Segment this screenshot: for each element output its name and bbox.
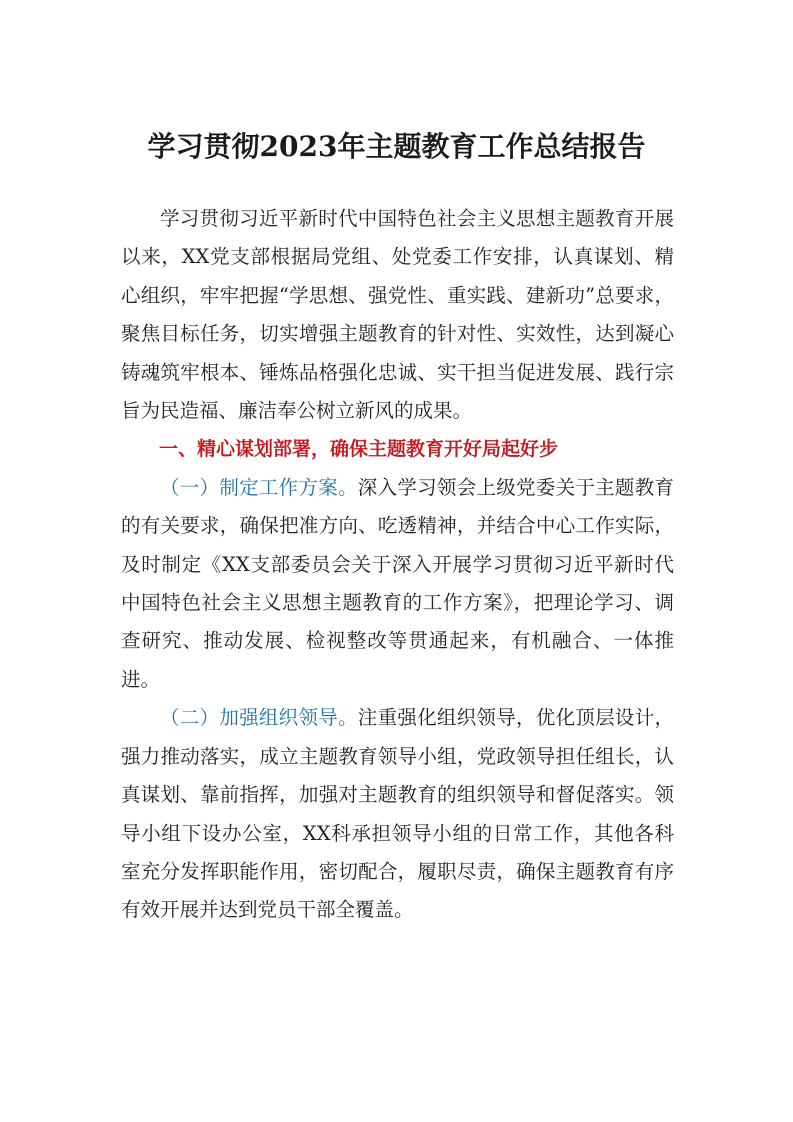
document-title: 学习贯彻2023年主题教育工作总结报告 [147,130,646,163]
intro-paragraph: 学习贯彻习近平新时代中国特色社会主义思想主题教育开展以来，XX党支部根据局党组、处党委工作安排，认真谋划、精心组织，牢牢把握“学思想、强党性、重实践、建新功”总要求，聚焦目标任务，切实增强主题教育的针对性、实效性，达到凝心铸魂筑牢根本、锤炼品格强化忠诚、实干担当促进发展、践行宗旨为民造福、廉洁奉公树立新风的成果。 [121,207,674,423]
subsection-2-paragraph [121,699,674,929]
subsection-2-body: 注重强化组织领导，优化顶层设计，强力推动落实，成立主题教育领导小组，党政领导担任组长，认真谋划、靠前指挥，加强对主题教育的组织领导和督促落实。领导小组下设办公室，XX科承担领导小组的日常工作，其他各科室充分发挥职能作用，密切配合，履职尽责，确保主题教育有序有效开展并达到党员干部全覆盖。 [121,706,674,922]
subsection-2-heading: （二）加强组织领导。 [160,706,358,730]
subsection-1-heading: （一）制定工作方案。 [160,475,358,499]
subsection-1-body: 深入学习领会上级党委关于主题教育的有关要求，确保把准方向、吃透精神，并结合中心工作实际，及时制定《XX支部委员会关于深入开展学习贯彻习近平新时代中国特色社会主义思想主题教育的工作方案》，把理论学习、调查研究、推动发展、检视整改等贯通起来，有机融合、一体推进。 [121,475,674,691]
section-heading-1: 一、精心谋划部署，确保主题教育开好局起好步 [159,438,559,461]
document-body [121,200,674,930]
subsection-1-paragraph [121,469,674,699]
